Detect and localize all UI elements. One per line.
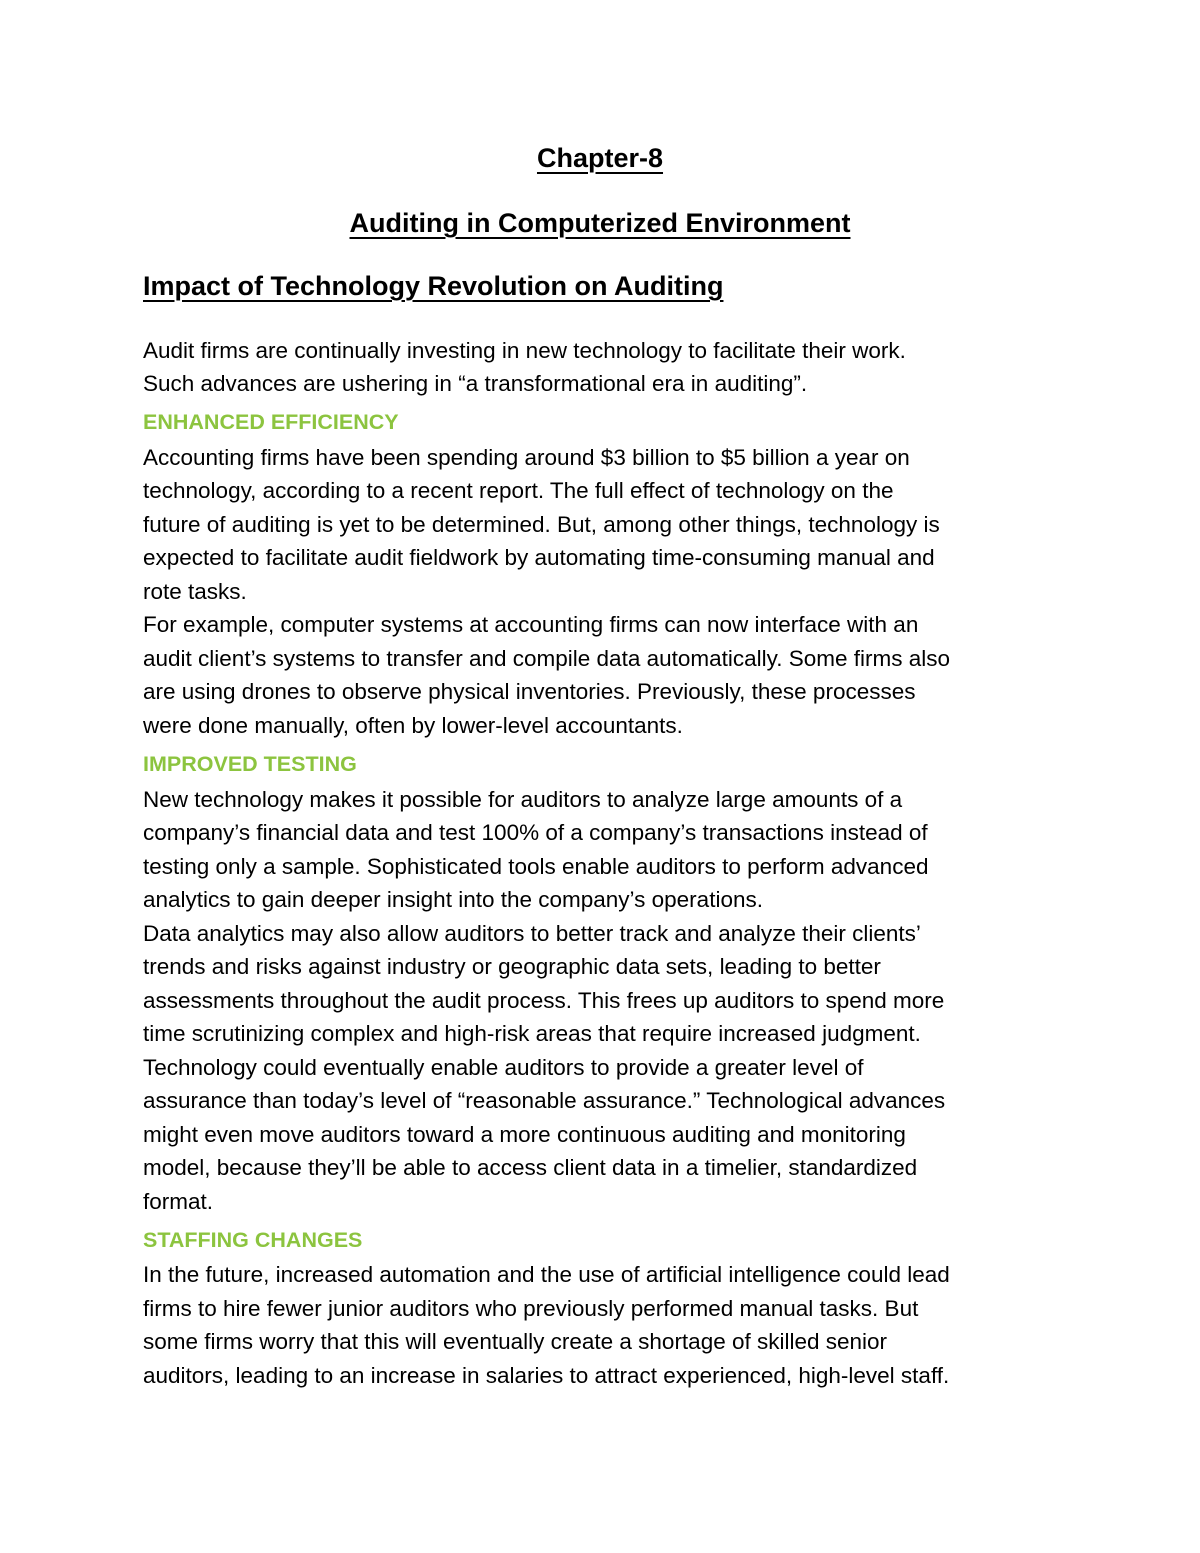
chapter-title: Chapter-8: [536, 143, 664, 173]
paragraph-line: testing only a sample. Sophisticated tools enable auditors to perform advanced: [143, 854, 929, 879]
paragraph-line: model, because they’ll be able to access client data in a timelier, standardized: [143, 1155, 918, 1180]
paragraph-line: firms to hire fewer junior auditors who previously performed manual tasks. But: [143, 1296, 919, 1321]
subheading-staffing-changes: STAFFING CHANGES: [143, 1228, 363, 1252]
paragraph-line: audit client’s systems to transfer and compile data automatically. Some firms also: [143, 646, 951, 671]
paragraph-line: technology, according to a recent report. The full effect of technology on the: [143, 478, 894, 503]
section-heading: Impact of Technology Revolution on Auditing: [143, 271, 724, 301]
paragraph-line: analytics to gain deeper insight into the company’s operations.: [143, 887, 763, 912]
paragraph-line: were done manually, often by lower-level accountants.: [143, 713, 683, 738]
paragraph-line: assessments throughout the audit process. This frees up auditors to spend more: [143, 988, 945, 1013]
subheading-improved-testing: IMPROVED TESTING: [143, 752, 357, 776]
paragraph-line: are using drones to observe physical inventories. Previously, these processes: [143, 679, 916, 704]
paragraph-line: company’s financial data and test 100% of a company’s transactions instead of: [143, 820, 928, 845]
paragraph-line: some firms worry that this will eventually create a shortage of skilled senior: [143, 1329, 888, 1354]
paragraph-line: rote tasks.: [143, 579, 247, 604]
paragraph-line: might even move auditors toward a more continuous auditing and monitoring: [143, 1122, 906, 1147]
paragraph-line: trends and risks against industry or geographic data sets, leading to better: [143, 954, 881, 979]
paragraph-line: Accounting firms have been spending around $3 billion to $5 billion a year on: [143, 445, 910, 470]
document-title: Auditing in Computerized Environment: [349, 208, 851, 238]
paragraph-line: For example, computer systems at accounting firms can now interface with an: [143, 612, 919, 637]
paragraph-line: format.: [143, 1189, 214, 1214]
paragraph-line: expected to facilitate audit fieldwork by automating time-consuming manual and: [143, 545, 935, 570]
paragraph-line: time scrutinizing complex and high-risk areas that require increased judgment.: [143, 1021, 921, 1046]
paragraph-line: Technology could eventually enable auditors to provide a greater level of: [143, 1055, 864, 1080]
paragraph-line: In the future, increased automation and the use of artificial intelligence could lead: [143, 1262, 950, 1287]
intro-line: Audit firms are continually investing in new technology to facilitate their work.: [143, 338, 906, 363]
intro-line: Such advances are ushering in “a transformational era in auditing”.: [143, 371, 808, 396]
paragraph-line: New technology makes it possible for auditors to analyze large amounts of a: [143, 787, 903, 812]
paragraph-line: assurance than today’s level of “reasonable assurance.” Technological advances: [143, 1088, 946, 1113]
paragraph-line: future of auditing is yet to be determined. But, among other things, technology is: [143, 512, 940, 537]
paragraph-line: Data analytics may also allow auditors to better track and analyze their clients’: [143, 921, 921, 946]
paragraph-line: auditors, leading to an increase in salaries to attract experienced, high-level staff.: [143, 1363, 950, 1388]
subheading-enhanced-efficiency: ENHANCED EFFICIENCY: [143, 410, 399, 434]
